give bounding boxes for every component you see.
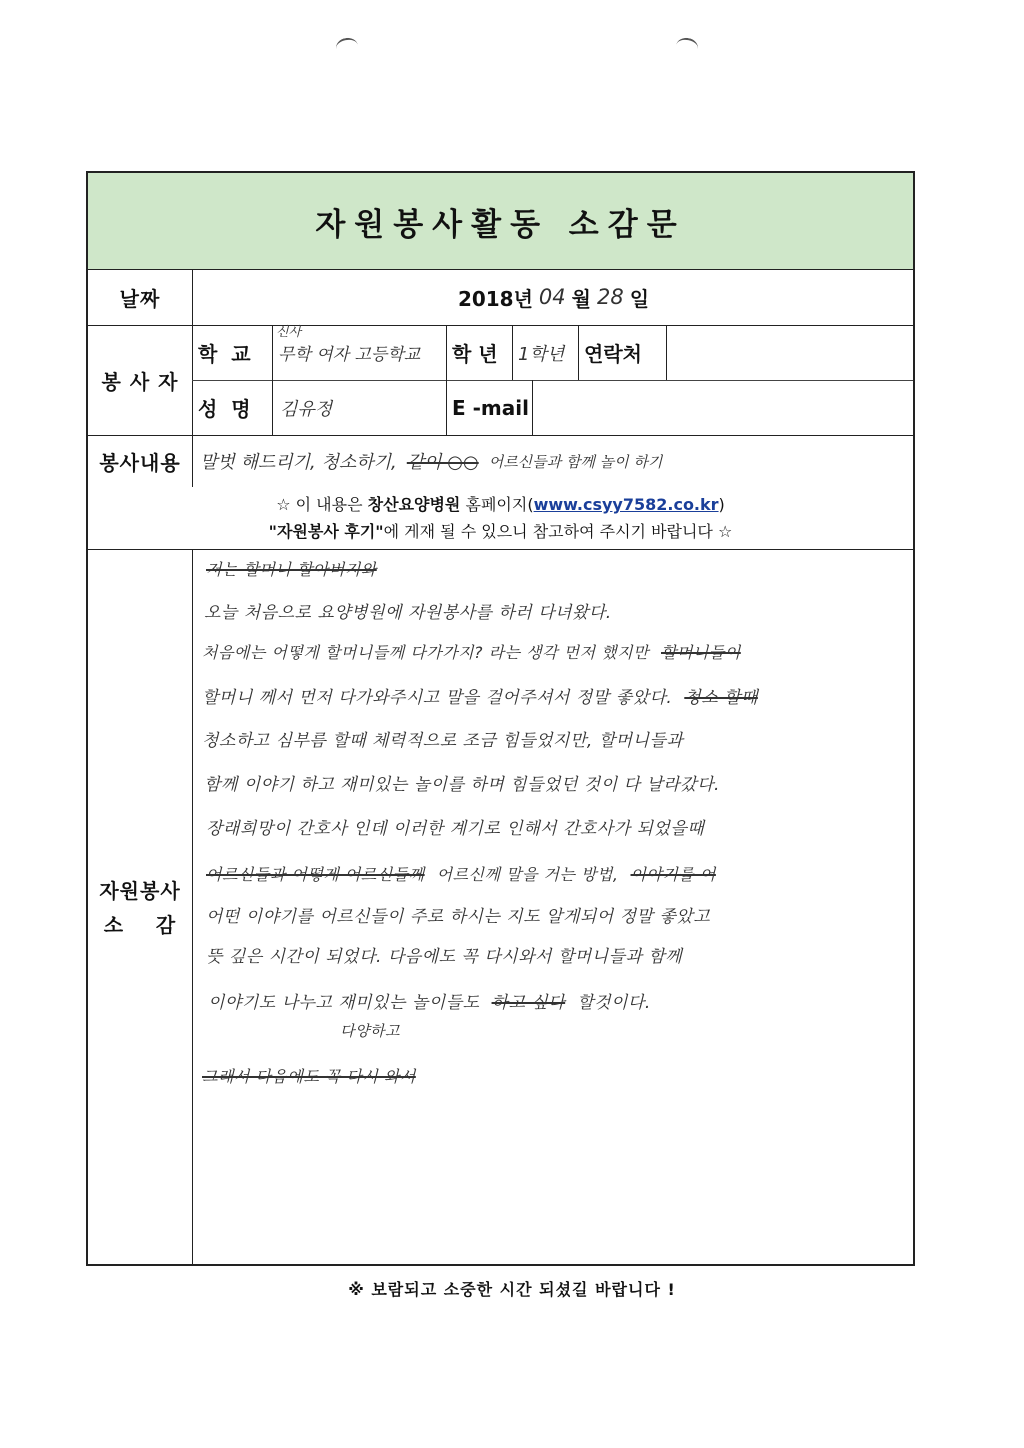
struck-text: 하고 싶다 <box>491 993 566 1013</box>
divider <box>446 325 447 435</box>
volunteer-form <box>86 171 915 1266</box>
impression-line-text: 장래희망이 간호사 인데 이러한 계기로 인해서 간호사가 되었을때 <box>206 819 705 839</box>
notice-text: ) <box>718 495 725 514</box>
divider <box>88 549 913 550</box>
struck-text: 어르신들과 어떻게 어르신들께 <box>206 865 425 884</box>
impression-line <box>206 902 722 927</box>
impression-line <box>208 988 663 1013</box>
star-icon: ☆ <box>276 495 291 514</box>
struck-text: 이야기를 어 <box>630 865 716 884</box>
impression-line <box>202 1064 428 1087</box>
contact-value <box>672 325 912 380</box>
date-month-unit: 월 <box>571 286 591 311</box>
impression-line-text: 처음에는 어떻게 할머니들께 다가가지? 라는 생각 먼저 했지만 <box>202 643 649 662</box>
impression-line-text: 청소하고 심부름 할때 체력적으로 조금 힘들었지만, 할머니들과 <box>202 731 684 751</box>
impression-line-text: 할것이다. <box>577 993 651 1013</box>
footer-message: ※ 보람되고 소중한 시간 되셨길 바랍니다 ! <box>348 1280 676 1299</box>
date-day-value: 28 <box>596 285 624 309</box>
struck-text: 청소 할때 <box>684 688 758 708</box>
impression-line <box>206 862 728 885</box>
email-value <box>538 380 908 435</box>
name-label: 성 명 <box>198 397 251 421</box>
date-label: 날짜 <box>119 286 161 311</box>
impression-line-text: 할머니 께서 먼저 다가와주시고 말을 걸어주셔서 정말 좋았다. <box>202 688 673 708</box>
email-label: E -mail <box>452 395 529 420</box>
punch-hole-mark <box>335 36 360 58</box>
impression-line <box>206 557 389 580</box>
contact-label: 연락처 <box>584 342 642 366</box>
impression-line-text: 이야기도 나누고 재미있는 놀이들도 <box>208 993 480 1013</box>
homepage-link[interactable]: www.csyy7582.co.kr <box>533 495 719 514</box>
struck-text: 저는 할머니 할아버지와 <box>206 560 377 579</box>
content-struck-text: 같이 ○○ <box>406 452 479 473</box>
punch-hole-mark <box>675 36 700 58</box>
divider <box>532 380 533 435</box>
impression-label-line: 소 감 <box>103 912 177 937</box>
impression-line <box>202 640 753 663</box>
notice-line-2 <box>88 518 913 545</box>
impression-line-text: 오늘 처음으로 요양병원에 자원봉사를 하러 다녀왔다. <box>204 603 612 623</box>
impression-label <box>88 549 192 1266</box>
impression-line-text: 어르신께 말을 거는 방법, <box>436 865 619 884</box>
notice <box>88 487 913 549</box>
struck-text: 할머니들이 <box>661 643 741 662</box>
school-value: 무학 여자 고등학교 <box>278 345 421 365</box>
date-day-unit: 일 <box>629 286 650 311</box>
impression-line <box>204 770 732 795</box>
content-text: 말벗 해드리기, 청소하기, <box>200 452 397 473</box>
content-value <box>200 435 910 487</box>
hospital-name: 창산요양병원 <box>367 495 461 514</box>
content-label: 봉사내용 <box>99 450 181 475</box>
divider <box>192 549 193 1266</box>
impression-line <box>204 598 624 623</box>
form-title: 자원봉사활동 소감문 <box>88 173 913 269</box>
struck-text: 그래서 다음에도 꼭 다시 와서 <box>202 1067 416 1086</box>
grade-label: 학 년 <box>452 342 498 366</box>
star-icon: ☆ <box>718 522 733 541</box>
impression-line <box>202 726 695 751</box>
impression-line-text: 함께 이야기 하고 재미있는 놀이를 하며 힘들었던 것이 다 날라갔다. <box>204 775 720 795</box>
grade-value: 1학년 <box>518 343 565 365</box>
volunteer-label: 봉 사 자 <box>101 369 179 394</box>
impression-line-text: 다양하고 <box>340 1022 400 1040</box>
impression-line-text: 뜻 깊은 시간이 되었다. 다음에도 꼭 다시와서 할머니들과 함께 <box>206 947 683 967</box>
impression-label-line: 자원봉사 <box>99 878 181 903</box>
content-text: 어르신들과 함께 놀이 하기 <box>488 452 663 471</box>
divider <box>512 325 513 380</box>
notice-text: 에 게재 될 수 있으니 참고하여 주시기 바랍니다 <box>383 522 713 541</box>
impression-line <box>206 814 716 839</box>
notice-line-1 <box>88 491 913 518</box>
impression-line <box>340 1020 412 1041</box>
impression-line <box>206 942 694 967</box>
impression-line <box>202 683 770 708</box>
divider <box>666 325 667 380</box>
impression-line-text: 어떤 이야기를 어르신들이 주로 하시는 지도 알게되어 정말 좋았고 <box>206 907 711 927</box>
divider <box>578 325 579 380</box>
name-value: 김유정 <box>280 398 333 420</box>
date-value <box>192 269 915 325</box>
review-section-name: "자원봉사 후기" <box>268 522 384 541</box>
notice-text: 홈페이지( <box>465 495 534 514</box>
date-month-value: 04 <box>538 285 566 309</box>
school-label: 학 교 <box>198 342 251 366</box>
date-year: 2018년 <box>457 286 533 311</box>
school-insert-note: 신사 <box>276 325 302 340</box>
notice-text: 이 내용은 <box>295 495 363 514</box>
